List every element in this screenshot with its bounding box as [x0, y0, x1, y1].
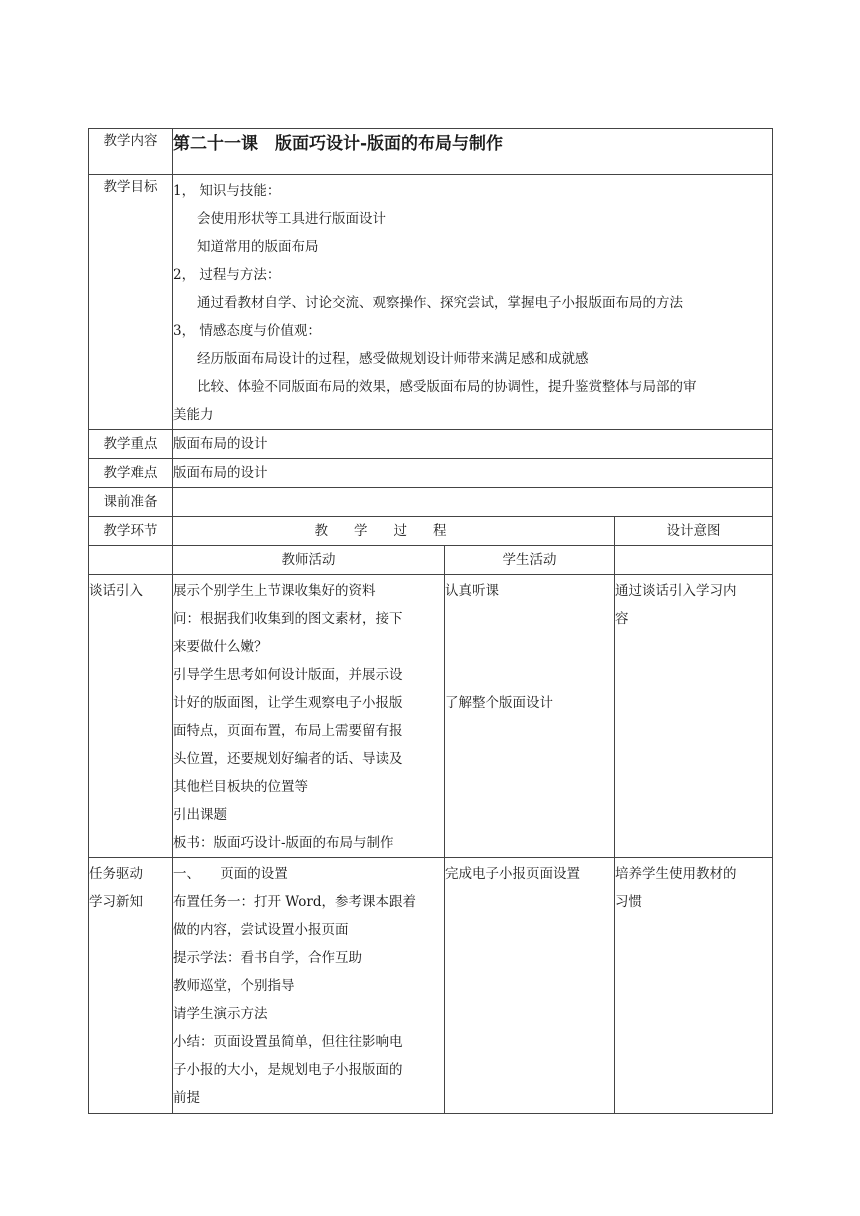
preparation-row: [89, 488, 773, 517]
text-line: 做的内容，尝试设置小报页面: [173, 922, 349, 938]
process-header-row: [89, 517, 773, 546]
objective-line: 经历版面布局设计的过程，感受做规划设计师带来满足感和成就感: [197, 351, 589, 367]
objective-line: 1， 知识与技能：: [173, 183, 281, 199]
teacher-activity: [173, 858, 445, 1114]
student-activity-header: 学生活动: [445, 546, 615, 575]
content-label: 教学内容: [89, 129, 173, 175]
stage-row: [89, 858, 773, 1114]
student-activity: [445, 575, 615, 858]
preparation-label: 课前准备: [89, 488, 173, 517]
empty-cell: [615, 546, 773, 575]
lesson-plan-table: [88, 128, 773, 1114]
text-line: 面特点，页面布置，布局上需要留有报: [173, 723, 403, 739]
text-line: 提示学法：看书自学，合作互助: [173, 950, 362, 966]
process-header: 教学过程: [173, 517, 615, 546]
objectives-content: [173, 175, 773, 430]
teacher-activity-header: 教师活动: [173, 546, 445, 575]
activity-header-row: [89, 546, 773, 575]
text-line: 引出课题: [173, 807, 227, 823]
text-line: 小结：页面设置虽简单，但往往影响电: [173, 1034, 403, 1050]
text-line: 展示个别学生上节课收集好的资料: [173, 583, 376, 599]
text-line: 来要做什么嫩？: [173, 639, 268, 655]
lesson-title: 第二十一课 版面巧设计-版面的布局与制作: [173, 129, 773, 175]
text-line: 培养学生使用教材的: [615, 866, 737, 882]
text-line: 请学生演示方法: [173, 1006, 268, 1022]
text-line: 学习新知: [89, 894, 143, 910]
stage-header: 教学环节: [89, 517, 173, 546]
difficulty-row: [89, 459, 773, 488]
design-intent: [615, 575, 773, 858]
objective-line: 知道常用的版面布局: [197, 239, 319, 255]
text-line: 认真听课: [445, 583, 499, 599]
objective-line: 会使用形状等工具进行版面设计: [197, 211, 386, 227]
difficulty-label: 教学难点: [89, 459, 173, 488]
text-line: 前提: [173, 1090, 200, 1106]
difficulty-value: 版面布局的设计: [173, 459, 773, 488]
text-line: 了解整个版面设计: [445, 695, 553, 711]
stage-row: [89, 575, 773, 858]
text-line: 容: [615, 611, 629, 627]
intent-header: 设计意图: [615, 517, 773, 546]
text-line: 完成电子小报页面设置: [445, 866, 580, 882]
text-line: 任务驱动: [89, 866, 143, 882]
text-line: 计好的版面图，让学生观察电子小报版: [173, 695, 403, 711]
key-point-value: 版面布局的设计: [173, 430, 773, 459]
text-line: 通过谈话引入学习内: [615, 583, 737, 599]
text-line: 其他栏目板块的位置等: [173, 779, 308, 795]
stage-label: 谈话引入: [89, 575, 173, 858]
student-activity: [445, 858, 615, 1114]
text-line: 教师巡堂，个别指导: [173, 978, 295, 994]
stage-label: [89, 858, 173, 1114]
objective-line: 2， 过程与方法：: [173, 267, 281, 283]
empty-cell: [89, 546, 173, 575]
design-intent: [615, 858, 773, 1114]
text-line: 引导学生思考如何设计版面，并展示设: [173, 667, 403, 683]
objective-line: 3， 情感态度与价值观：: [173, 323, 321, 339]
header-row: [89, 129, 773, 175]
text-line: 子小报的大小，是规划电子小报版面的: [173, 1062, 403, 1078]
objective-line: 比较、体验不同版面布局的效果，感受版面布局的协调性，提升鉴赏整体与局部的审: [197, 379, 697, 395]
text-line: 板书：版面巧设计-版面的布局与制作: [173, 835, 394, 851]
objectives-row: [89, 175, 773, 430]
preparation-value: [173, 488, 773, 517]
objectives-label: 教学目标: [89, 175, 173, 430]
text-line: 一、 页面的设置: [173, 866, 288, 882]
objective-line: 美能力: [173, 407, 214, 423]
text-line: 头位置，还要规划好编者的话、导读及: [173, 751, 403, 767]
key-point-label: 教学重点: [89, 430, 173, 459]
text-line: 习惯: [615, 894, 642, 910]
text-line: 问：根据我们收集到的图文素材，接下: [173, 611, 403, 627]
key-point-row: [89, 430, 773, 459]
text-line: 布置任务一：打开 Word，参考课本跟着: [173, 894, 416, 910]
teacher-activity: [173, 575, 445, 858]
objective-line: 通过看教材自学、讨论交流、观察操作、探究尝试，掌握电子小报版面布局的方法: [197, 295, 683, 311]
